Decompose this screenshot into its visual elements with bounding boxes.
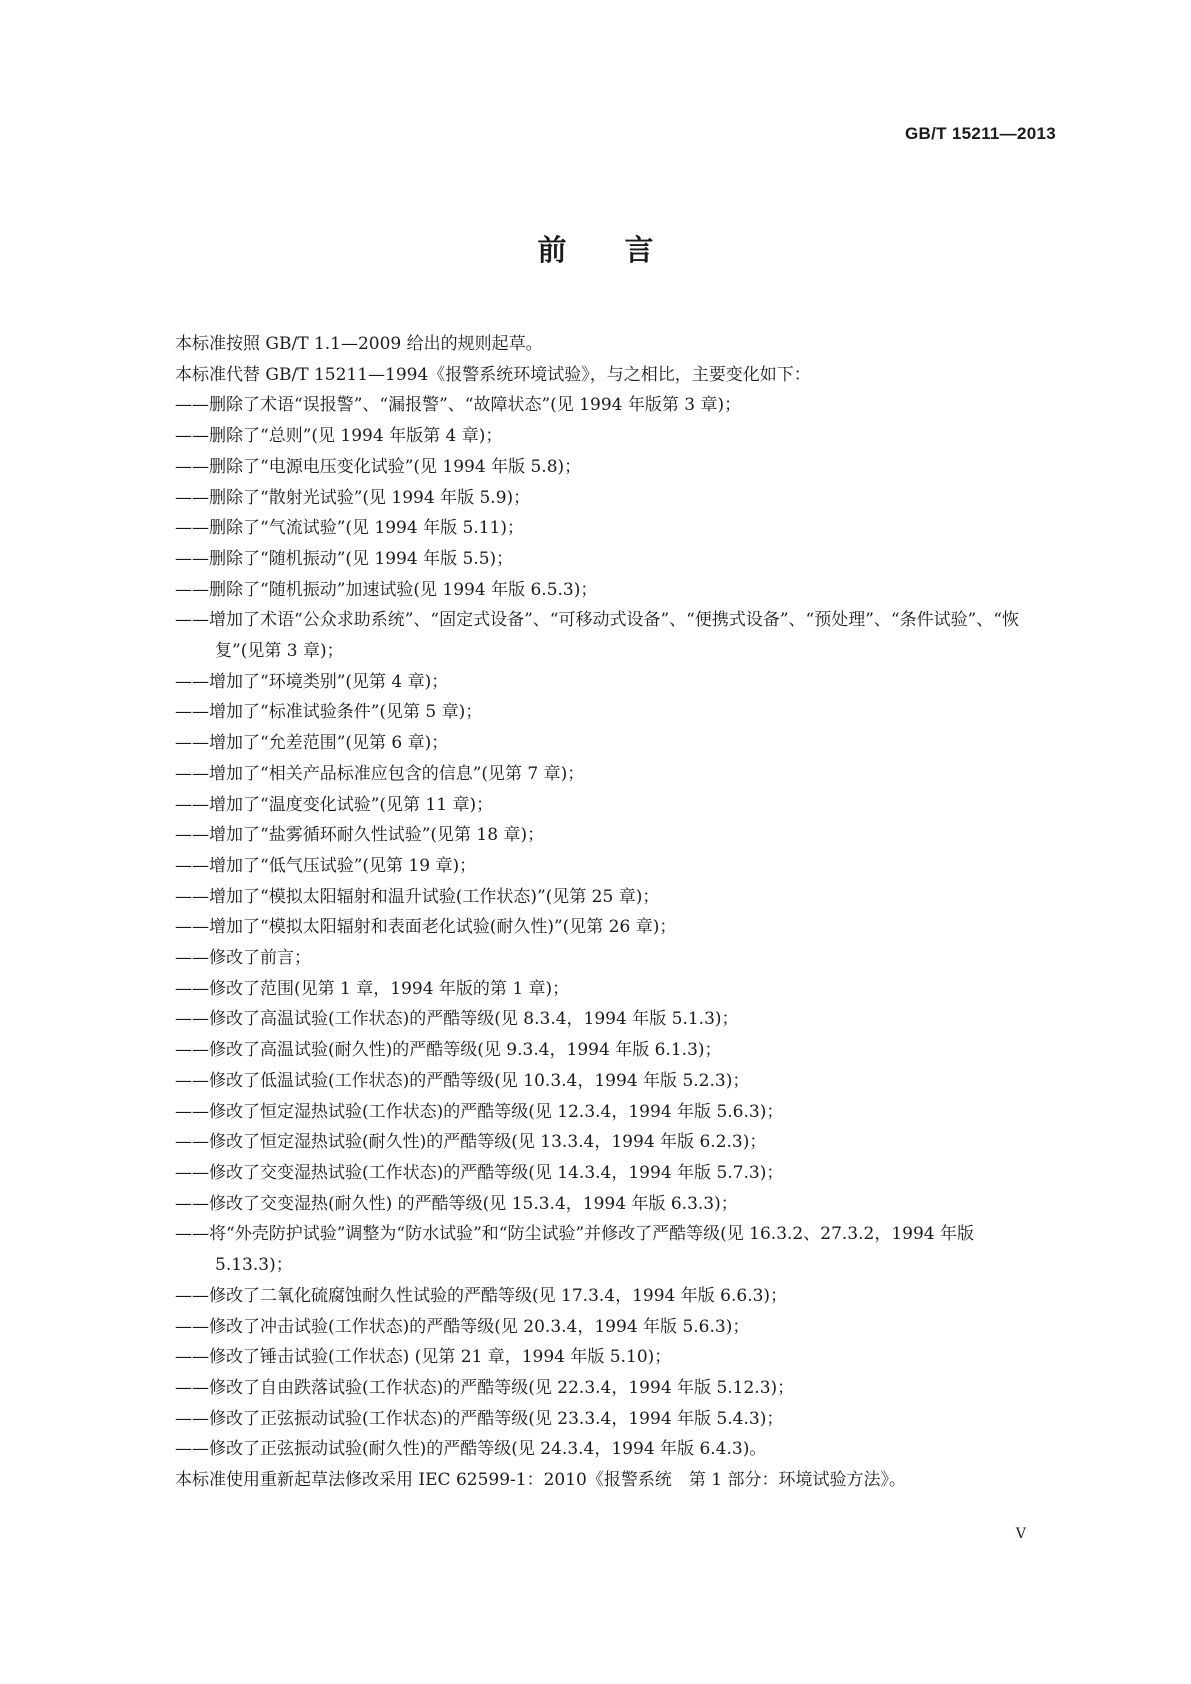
change-item: ——修改了交变湿热(耐久性) 的严酷等级(见 15.3.4，1994 年版 6.3.3)； — [175, 1193, 738, 1214]
change-item: ——修改了高温试验(耐久性)的严酷等级(见 9.3.4，1994 年版 6.1.3)； — [175, 1040, 722, 1061]
change-item: ——修改了自由跌落试验(工作状态)的严酷等级(见 22.3.4，1994 年版 5.12.3)； — [175, 1377, 795, 1398]
change-item: ——增加了“相关产品标准应包含的信息”(见第 7 章)； — [175, 763, 585, 784]
page-title: 前言 — [537, 233, 712, 267]
change-item: ——增加了“低气压试验”(见第 19 章)； — [175, 855, 477, 876]
intro-paragraph: 本标准代替 GB/T 15211—1994《报警系统环境试验》，与之相比，主要变化如下： — [175, 364, 811, 385]
change-item: ——增加了术语“公众求助系统”、“固定式设备”、“可移动式设备”、“便携式设备”、“预处理”、“条件试验”、“恢复”(见第 3 章)； — [175, 610, 1019, 662]
change-item: ——修改了恒定湿热试验(耐久性)的严酷等级(见 13.3.4，1994 年版 6.2.3)； — [175, 1132, 767, 1153]
change-item: ——修改了正弦振动试验(耐久性)的严酷等级(见 24.3.4，1994 年版 6.4.3)。 — [175, 1439, 767, 1460]
change-item: ——删除了“电源电压变化试验”(见 1994 年版 5.8)； — [175, 456, 582, 477]
change-item: ——修改了二氧化硫腐蚀耐久性试验的严酷等级(见 17.3.4，1994 年版 6.6.3)； — [175, 1285, 788, 1306]
change-item: ——增加了“标准试验条件”(见第 5 章)； — [175, 702, 483, 723]
change-item: ——修改了恒定湿热试验(工作状态)的严酷等级(见 12.3.4，1994 年版 5.6.3)； — [175, 1101, 784, 1122]
change-item: ——删除了“总则”(见 1994 年版第 4 章)； — [175, 426, 503, 447]
change-item: ——修改了锤击试验(工作状态) (见第 21 章，1994 年版 5.10)； — [175, 1347, 672, 1368]
change-item: ——修改了交变湿热试验(工作状态)的严酷等级(见 14.3.4，1994 年版 5.7.3)； — [175, 1162, 784, 1183]
change-item: ——删除了“散射光试验”(见 1994 年版 5.9)； — [175, 487, 531, 508]
change-item: ——删除了“随机振动”(见 1994 年版 5.5)； — [175, 548, 514, 569]
change-item: ——删除了“随机振动”加速试验(见 1994 年版 6.5.3)； — [175, 579, 598, 600]
change-item: ——修改了前言； — [175, 948, 311, 969]
change-item: ——增加了“盐雾循环耐久性试验”(见第 18 章)； — [175, 825, 545, 846]
standard-number: GB/T 15211—2013 — [905, 124, 1056, 143]
change-item: ——修改了低温试验(工作状态)的严酷等级(见 10.3.4，1994 年版 5.2.3)； — [175, 1070, 750, 1091]
intro-paragraph: 本标准按照 GB/T 1.1—2009 给出的规则起草。 — [175, 334, 543, 354]
change-item: ——修改了正弦振动试验(工作状态)的严酷等级(见 23.3.4，1994 年版 5.4.3)； — [175, 1408, 784, 1429]
page-number: V — [1015, 1526, 1026, 1542]
change-item: ——修改了冲击试验(工作状态)的严酷等级(见 20.3.4，1994 年版 5.6.3)； — [175, 1316, 750, 1337]
change-item: ——将“外壳防护试验”调整为“防水试验”和“防尘试验”并修改了严酷等级(见 16.3.2、27.3.2，1994 年版 5.13.3)； — [175, 1224, 974, 1276]
change-item: ——增加了“模拟太阳辐射和温升试验(工作状态)”(见第 25 章)； — [175, 886, 660, 907]
change-item: ——修改了范围(见第 1 章，1994 年版的第 1 章)； — [175, 978, 570, 999]
change-item: ——增加了“环境类别”(见第 4 章)； — [175, 671, 449, 692]
change-item: ——增加了“允差范围”(见第 6 章)； — [175, 733, 449, 754]
change-item: ——修改了高温试验(工作状态)的严酷等级(见 8.3.4，1994 年版 5.1.3)； — [175, 1009, 739, 1030]
closing-paragraph: 本标准使用重新起草法修改采用 IEC 62599-1：2010《报警系统 第 1 部分：环境试验方法》。 — [175, 1470, 906, 1491]
change-item: ——增加了“模拟太阳辐射和表面老化试验(耐久性)”(见第 26 章)； — [175, 917, 677, 938]
change-item: ——删除了术语“误报警”、“漏报警”、“故障状态”(见 1994 年版第 3 章)； — [175, 395, 742, 416]
change-item: ——删除了“气流试验”(见 1994 年版 5.11)； — [175, 518, 524, 539]
document-body — [175, 329, 1055, 1496]
change-item: ——增加了“温度变化试验”(见第 11 章)； — [175, 794, 494, 815]
